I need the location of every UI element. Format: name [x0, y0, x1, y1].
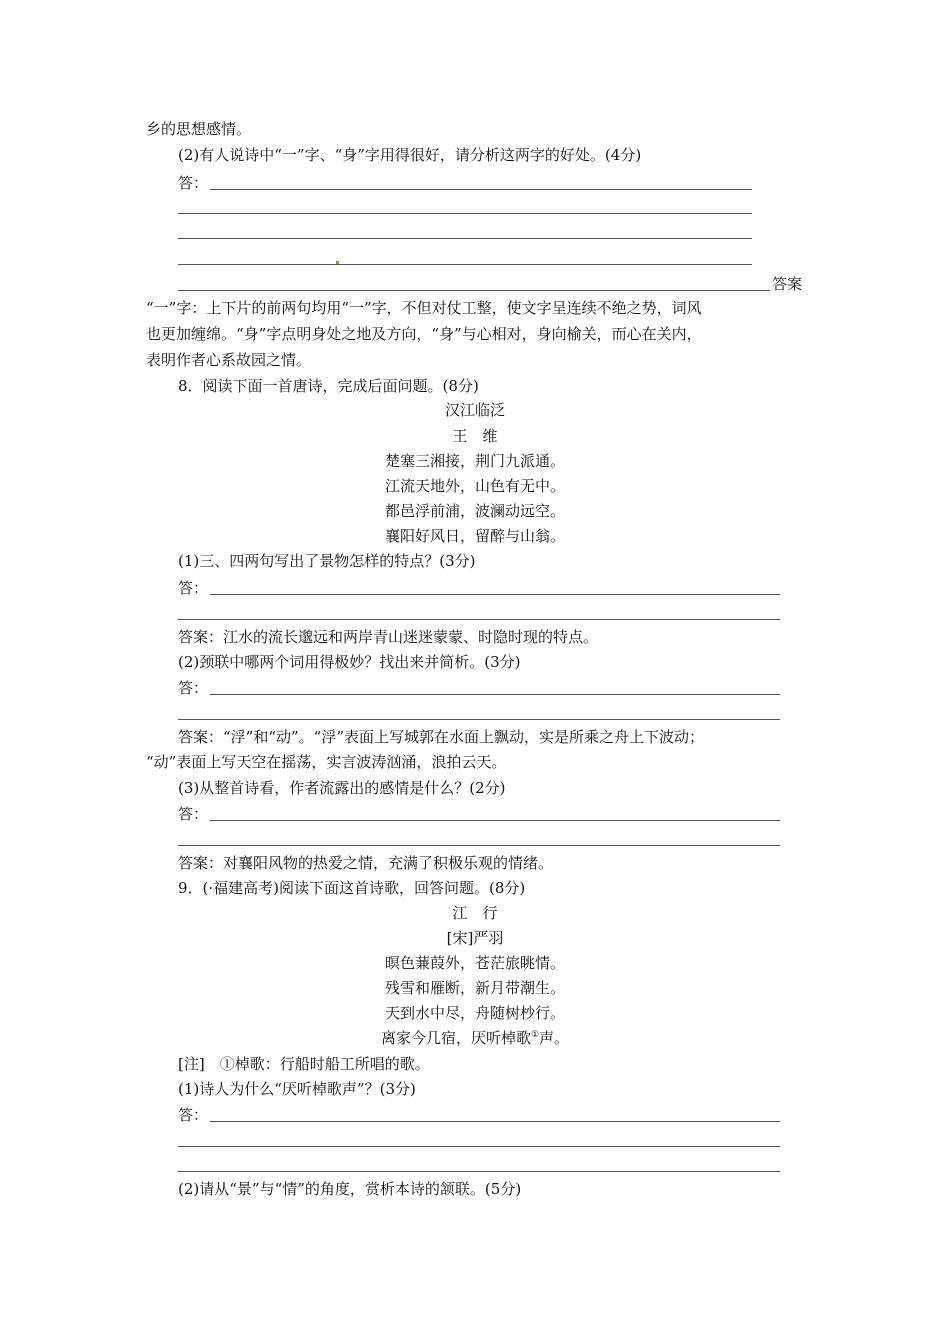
q7-answer-line3: 表明作者心系故园之情。: [146, 351, 312, 369]
answer-line[interactable]: [178, 1146, 780, 1147]
poem-line: 襄阳好风日，留醉与山翁。: [384, 527, 565, 545]
answer-prefix: 答：: [178, 1106, 209, 1124]
poem-line: [146, 1028, 804, 1048]
poem-author: [宋]严羽: [446, 929, 504, 947]
poem-title: 江 行: [452, 904, 498, 922]
q8-answer2-line1: 答案：“浮”和“动”。“浮”表面上写城郭在水面上飘动，实是所乘之舟上下波动；: [178, 728, 705, 746]
footnote-marker: ①: [530, 1030, 540, 1040]
poem-line-text: 声。: [539, 1029, 570, 1047]
q8-part2-prompt: (2)颈联中哪两个词用得极妙？找出来并简析。(3分): [178, 653, 521, 671]
poem-line: 天到水中尽，舟随树杪行。: [384, 1004, 565, 1022]
q9-part2-prompt: (2)请从“景”与“情”的角度，赏析本诗的颔联。(5分): [178, 1180, 522, 1198]
q7-answer-line2: 也更加缠绵。“身”字点明身处之地及方向，“身”与心相对，身向榆关，而心在关内，: [146, 325, 702, 343]
answer-line[interactable]: [178, 238, 752, 239]
answer-prefix: 答：: [178, 579, 209, 597]
poem-line: 残雪和雁断，新月带潮生。: [384, 979, 565, 997]
answer-line[interactable]: [178, 213, 752, 214]
answer-prefix: 答：: [178, 174, 209, 192]
answer-line[interactable]: [178, 845, 780, 846]
answer-line[interactable]: [210, 1121, 780, 1122]
answer-line[interactable]: [178, 290, 770, 291]
answer-line[interactable]: [178, 719, 780, 720]
poem-line: 江流天地外，山色有无中。: [384, 477, 565, 495]
q7-answer-line1: “一”字：上下片的前两句均用“一”字，不但对仗工整，使文字呈连续不绝之势，词风: [146, 299, 702, 317]
stray-dot: [336, 261, 339, 264]
poem-line-text: 离家今几宿，厌听棹歌: [380, 1029, 531, 1047]
q9-note: [注] ①棹歌：行船时船工所唱的歌。: [178, 1055, 430, 1073]
q8-answer3: 答案：对襄阳风物的热爱之情，充满了积极乐观的情绪。: [178, 854, 554, 872]
answer-label: 答案: [772, 275, 803, 293]
answer-prefix: 答：: [178, 805, 209, 823]
q9-part1-prompt: (1)诗人为什么“厌听棹歌声”？(3分): [178, 1080, 416, 1098]
answer-line[interactable]: [178, 619, 780, 620]
q8-part1-prompt: (1)三、四两句写出了景物怎样的特点？(3分): [178, 552, 476, 570]
poem-line: 都邑浮前浦，波澜动远空。: [384, 502, 565, 520]
q8-part3-prompt: (3)从整首诗看，作者流露出的感情是什么？(2分): [178, 779, 506, 797]
answer-line[interactable]: [210, 594, 780, 595]
q8-stem: 8．阅读下面一首唐诗，完成后面问题。(8分): [178, 377, 479, 395]
answer-line[interactable]: [210, 820, 780, 821]
q7-part2-prompt: (2)有人说诗中“一”字、“身”字用得很好，请分析这两字的好处。(4分): [178, 146, 642, 164]
q9-stem: 9．(·福建高考)阅读下面这首诗歌，回答问题。(8分): [178, 879, 526, 897]
poem-author: 王 维: [452, 427, 498, 445]
poem-title: 汉江临泛: [444, 401, 505, 419]
poem-line: 暝色蒹葭外，苍茫旅眺情。: [384, 954, 565, 972]
q7-continuation: 乡的思想感情。: [146, 120, 252, 138]
answer-line[interactable]: [178, 1171, 780, 1172]
answer-line[interactable]: [178, 264, 752, 265]
q8-answer1: 答案：江水的流长邈远和两岸青山迷迷蒙蒙、时隐时现的特点。: [178, 628, 599, 646]
answer-line[interactable]: [210, 189, 752, 190]
q8-answer2-line2: “动”表面上写天空在摇荡，实言波涛汹涌，浪拍云天。: [146, 753, 507, 771]
answer-prefix: 答：: [178, 679, 209, 697]
poem-line: 楚塞三湘接，荆门九派通。: [384, 452, 565, 470]
answer-line[interactable]: [210, 694, 780, 695]
